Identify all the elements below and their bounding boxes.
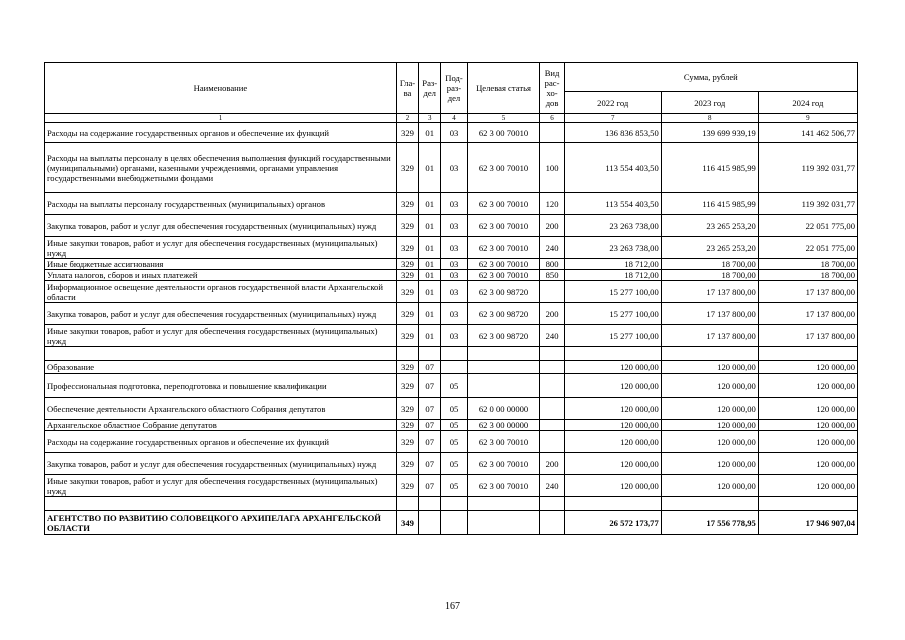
row-name-cell: Архангельское областное Собрание депутатов xyxy=(45,420,397,431)
sum-2022-cell: 120 000,00 xyxy=(564,475,661,497)
sum-2022-cell: 15 277 100,00 xyxy=(564,325,661,347)
celevaya-cell: 62 0 00 00000 xyxy=(467,398,540,420)
sum-2022-cell: 18 712,00 xyxy=(564,259,661,270)
razdel-cell: 07 xyxy=(419,475,441,497)
celevaya-cell xyxy=(467,347,540,361)
table-row xyxy=(45,270,858,281)
vid-cell: 240 xyxy=(540,475,564,497)
glava-cell: 329 xyxy=(396,475,418,497)
sum-2024-cell: 17 946 907,04 xyxy=(758,511,857,535)
sum-2024-cell: 120 000,00 xyxy=(758,361,857,374)
sum-2023-cell xyxy=(661,347,758,361)
table-row xyxy=(45,374,858,398)
sum-2022-cell: 18 712,00 xyxy=(564,270,661,281)
table-row xyxy=(45,303,858,325)
razdel-cell: 07 xyxy=(419,431,441,453)
sum-2022-cell: 120 000,00 xyxy=(564,420,661,431)
vid-cell: 240 xyxy=(540,325,564,347)
row-name-cell: Профессиональная подготовка, переподготовка и повышение квалификации xyxy=(45,374,397,398)
glava-cell: 329 xyxy=(396,361,418,374)
sum-2024-cell: 141 462 506,77 xyxy=(758,123,857,143)
razdel-cell: 01 xyxy=(419,215,441,237)
header-podrazdel: Под-раз-дел xyxy=(441,63,467,114)
sum-2024-cell: 17 137 800,00 xyxy=(758,325,857,347)
sum-2022-cell: 120 000,00 xyxy=(564,361,661,374)
row-name-cell: Расходы на содержание государственных органов и обеспечение их функций xyxy=(45,123,397,143)
podrazdel-cell xyxy=(441,361,467,374)
row-name-cell: Иные закупки товаров, работ и услуг для обеспечения государственных (муниципальных) нужд xyxy=(45,475,397,497)
row-name-cell: Обеспечение деятельности Архангельского областного Собрания депутатов xyxy=(45,398,397,420)
sum-2023-cell: 18 700,00 xyxy=(661,259,758,270)
sum-2022-cell: 120 000,00 xyxy=(564,374,661,398)
page-number: 167 xyxy=(445,601,460,612)
sum-2023-cell: 17 137 800,00 xyxy=(661,281,758,303)
razdel-cell xyxy=(419,511,441,535)
table-row xyxy=(45,281,858,303)
razdel-cell: 01 xyxy=(419,143,441,193)
row-name-cell xyxy=(45,497,397,511)
col-number: 4 xyxy=(441,114,467,123)
podrazdel-cell: 05 xyxy=(441,453,467,475)
sum-2024-cell xyxy=(758,347,857,361)
glava-cell: 329 xyxy=(396,215,418,237)
sum-2022-cell: 23 263 738,00 xyxy=(564,215,661,237)
razdel-cell xyxy=(419,347,441,361)
vid-cell: 100 xyxy=(540,143,564,193)
sum-2024-cell: 119 392 031,77 xyxy=(758,143,857,193)
vid-cell xyxy=(540,347,564,361)
podrazdel-cell: 05 xyxy=(441,398,467,420)
razdel-cell xyxy=(419,497,441,511)
glava-cell: 329 xyxy=(396,303,418,325)
col-number: 1 xyxy=(45,114,397,123)
sum-2023-cell: 120 000,00 xyxy=(661,431,758,453)
table-row xyxy=(45,511,858,535)
vid-cell xyxy=(540,497,564,511)
celevaya-cell: 62 3 00 70010 xyxy=(467,475,540,497)
row-name-cell: Закупка товаров, работ и услуг для обеспечения государственных (муниципальных) нужд xyxy=(45,215,397,237)
vid-cell: 200 xyxy=(540,453,564,475)
sum-2023-cell: 17 137 800,00 xyxy=(661,303,758,325)
table-row xyxy=(45,347,858,361)
podrazdel-cell: 03 xyxy=(441,259,467,270)
vid-cell: 200 xyxy=(540,215,564,237)
sum-2022-cell xyxy=(564,347,661,361)
podrazdel-cell: 03 xyxy=(441,270,467,281)
glava-cell xyxy=(396,347,418,361)
table-row xyxy=(45,237,858,259)
glava-cell: 329 xyxy=(396,143,418,193)
col-number: 2 xyxy=(396,114,418,123)
table-row xyxy=(45,398,858,420)
table-row xyxy=(45,193,858,215)
razdel-cell: 01 xyxy=(419,193,441,215)
sum-2023-cell: 18 700,00 xyxy=(661,270,758,281)
sum-2023-cell: 23 265 253,20 xyxy=(661,237,758,259)
sum-2022-cell xyxy=(564,497,661,511)
table-row xyxy=(45,143,858,193)
sum-2022-cell: 120 000,00 xyxy=(564,453,661,475)
table-header xyxy=(45,63,858,123)
sum-2022-cell: 26 572 173,77 xyxy=(564,511,661,535)
sum-2024-cell: 120 000,00 xyxy=(758,431,857,453)
table-row xyxy=(45,420,858,431)
glava-cell: 329 xyxy=(396,325,418,347)
sum-2023-cell: 139 699 939,19 xyxy=(661,123,758,143)
celevaya-cell xyxy=(467,374,540,398)
sum-2024-cell: 18 700,00 xyxy=(758,259,857,270)
celevaya-cell xyxy=(467,497,540,511)
budget-table xyxy=(44,62,858,535)
vid-cell xyxy=(540,420,564,431)
razdel-cell: 01 xyxy=(419,303,441,325)
header-year-2022: 2022 год xyxy=(564,92,661,114)
glava-cell: 329 xyxy=(396,123,418,143)
col-number: 3 xyxy=(419,114,441,123)
celevaya-cell: 62 3 00 70010 xyxy=(467,123,540,143)
vid-cell xyxy=(540,123,564,143)
row-name-cell: Уплата налогов, сборов и иных платежей xyxy=(45,270,397,281)
row-name-cell: Расходы на содержание государственных органов и обеспечение их функций xyxy=(45,431,397,453)
vid-cell xyxy=(540,281,564,303)
sum-2023-cell: 120 000,00 xyxy=(661,475,758,497)
sum-2023-cell: 120 000,00 xyxy=(661,453,758,475)
sum-2024-cell: 22 051 775,00 xyxy=(758,215,857,237)
header-celevaya: Целевая статья xyxy=(467,63,540,114)
razdel-cell: 07 xyxy=(419,398,441,420)
sum-2022-cell: 120 000,00 xyxy=(564,431,661,453)
vid-cell: 800 xyxy=(540,259,564,270)
glava-cell: 329 xyxy=(396,259,418,270)
row-name-cell: Расходы на выплаты персоналу в целях обеспечения выполнения функций государственными (муниципальными) органами, казенными учреждениями, органами управления государственными внебюджетными фондами xyxy=(45,143,397,193)
glava-cell: 329 xyxy=(396,374,418,398)
celevaya-cell: 62 3 00 70010 xyxy=(467,453,540,475)
vid-cell: 850 xyxy=(540,270,564,281)
col-number: 8 xyxy=(661,114,758,123)
header-year-2023: 2023 год xyxy=(661,92,758,114)
header-razdel: Раз-дел xyxy=(419,63,441,114)
celevaya-cell: 62 3 00 70010 xyxy=(467,431,540,453)
sum-2022-cell: 23 263 738,00 xyxy=(564,237,661,259)
sum-2023-cell: 120 000,00 xyxy=(661,398,758,420)
podrazdel-cell: 03 xyxy=(441,303,467,325)
sum-2023-cell: 120 000,00 xyxy=(661,374,758,398)
sum-2024-cell: 17 137 800,00 xyxy=(758,281,857,303)
col-number: 6 xyxy=(540,114,564,123)
vid-cell xyxy=(540,431,564,453)
celevaya-cell: 62 3 00 00000 xyxy=(467,420,540,431)
table-row xyxy=(45,361,858,374)
sum-2024-cell: 120 000,00 xyxy=(758,398,857,420)
sum-2022-cell: 120 000,00 xyxy=(564,398,661,420)
razdel-cell: 07 xyxy=(419,374,441,398)
sum-2023-cell: 116 415 985,99 xyxy=(661,143,758,193)
celevaya-cell xyxy=(467,511,540,535)
glava-cell: 349 xyxy=(396,511,418,535)
table-row xyxy=(45,123,858,143)
razdel-cell: 01 xyxy=(419,123,441,143)
glava-cell: 329 xyxy=(396,420,418,431)
sum-2024-cell: 18 700,00 xyxy=(758,270,857,281)
celevaya-cell: 62 3 00 70010 xyxy=(467,259,540,270)
sum-2024-cell: 119 392 031,77 xyxy=(758,193,857,215)
col-number: 7 xyxy=(564,114,661,123)
glava-cell: 329 xyxy=(396,398,418,420)
row-name-cell: Иные бюджетные ассигнования xyxy=(45,259,397,270)
glava-cell: 329 xyxy=(396,270,418,281)
glava-cell: 329 xyxy=(396,431,418,453)
sum-2022-cell: 113 554 403,50 xyxy=(564,143,661,193)
podrazdel-cell: 05 xyxy=(441,431,467,453)
vid-cell: 120 xyxy=(540,193,564,215)
sum-2024-cell xyxy=(758,497,857,511)
vid-cell: 240 xyxy=(540,237,564,259)
sum-2022-cell: 136 836 853,50 xyxy=(564,123,661,143)
row-name-cell: Иные закупки товаров, работ и услуг для обеспечения государственных (муниципальных) нужд xyxy=(45,325,397,347)
sum-2023-cell: 23 265 253,20 xyxy=(661,215,758,237)
celevaya-cell: 62 3 00 70010 xyxy=(467,237,540,259)
celevaya-cell: 62 3 00 70010 xyxy=(467,270,540,281)
header-year-2024: 2024 год xyxy=(758,92,857,114)
celevaya-cell: 62 3 00 98720 xyxy=(467,303,540,325)
table-row xyxy=(45,475,858,497)
podrazdel-cell: 03 xyxy=(441,143,467,193)
row-name-cell: Расходы на выплаты персоналу государственных (муниципальных) органов xyxy=(45,193,397,215)
celevaya-cell: 62 3 00 70010 xyxy=(467,215,540,237)
sum-2024-cell: 17 137 800,00 xyxy=(758,303,857,325)
row-name-cell: Образование xyxy=(45,361,397,374)
sum-2024-cell: 22 051 775,00 xyxy=(758,237,857,259)
glava-cell: 329 xyxy=(396,281,418,303)
header-glava: Гла-ва xyxy=(396,63,418,114)
sum-2022-cell: 15 277 100,00 xyxy=(564,303,661,325)
vid-cell xyxy=(540,361,564,374)
header-name: Наименование xyxy=(45,63,397,114)
table-row xyxy=(45,215,858,237)
celevaya-cell: 62 3 00 70010 xyxy=(467,143,540,193)
razdel-cell: 07 xyxy=(419,420,441,431)
sum-2024-cell: 120 000,00 xyxy=(758,475,857,497)
sum-2023-cell: 116 415 985,99 xyxy=(661,193,758,215)
table-row xyxy=(45,259,858,270)
podrazdel-cell: 03 xyxy=(441,281,467,303)
celevaya-cell: 62 3 00 98720 xyxy=(467,325,540,347)
table-row xyxy=(45,431,858,453)
podrazdel-cell: 03 xyxy=(441,237,467,259)
sum-2023-cell xyxy=(661,497,758,511)
table-row xyxy=(45,453,858,475)
podrazdel-cell: 03 xyxy=(441,193,467,215)
col-number: 9 xyxy=(758,114,857,123)
row-name-cell: Информационное освещение деятельности органов государственной власти Архангельской области xyxy=(45,281,397,303)
sum-2024-cell: 120 000,00 xyxy=(758,374,857,398)
glava-cell: 329 xyxy=(396,237,418,259)
celevaya-cell xyxy=(467,361,540,374)
podrazdel-cell: 05 xyxy=(441,475,467,497)
table-body xyxy=(45,123,858,535)
sum-2024-cell: 120 000,00 xyxy=(758,453,857,475)
table-row xyxy=(45,325,858,347)
razdel-cell: 01 xyxy=(419,325,441,347)
sum-2023-cell: 17 556 778,95 xyxy=(661,511,758,535)
row-name-cell: Закупка товаров, работ и услуг для обеспечения государственных (муниципальных) нужд xyxy=(45,453,397,475)
vid-cell xyxy=(540,398,564,420)
glava-cell: 329 xyxy=(396,453,418,475)
vid-cell xyxy=(540,374,564,398)
sum-2022-cell: 113 554 403,50 xyxy=(564,193,661,215)
celevaya-cell: 62 3 00 98720 xyxy=(467,281,540,303)
podrazdel-cell xyxy=(441,347,467,361)
podrazdel-cell: 03 xyxy=(441,215,467,237)
table-row xyxy=(45,497,858,511)
vid-cell xyxy=(540,511,564,535)
razdel-cell: 01 xyxy=(419,237,441,259)
razdel-cell: 01 xyxy=(419,281,441,303)
glava-cell xyxy=(396,497,418,511)
row-name-cell: Закупка товаров, работ и услуг для обеспечения государственных (муниципальных) нужд xyxy=(45,303,397,325)
glava-cell: 329 xyxy=(396,193,418,215)
column-number-row xyxy=(45,114,858,123)
vid-cell: 200 xyxy=(540,303,564,325)
podrazdel-cell: 03 xyxy=(441,123,467,143)
row-name-cell xyxy=(45,347,397,361)
razdel-cell: 01 xyxy=(419,259,441,270)
header-summa: Сумма, рублей xyxy=(564,63,857,92)
celevaya-cell: 62 3 00 70010 xyxy=(467,193,540,215)
razdel-cell: 07 xyxy=(419,453,441,475)
podrazdel-cell xyxy=(441,511,467,535)
podrazdel-cell: 05 xyxy=(441,420,467,431)
row-name-cell: Иные закупки товаров, работ и услуг для обеспечения государственных (муниципальных) нужд xyxy=(45,237,397,259)
sum-2022-cell: 15 277 100,00 xyxy=(564,281,661,303)
sum-2023-cell: 120 000,00 xyxy=(661,361,758,374)
sum-2023-cell: 17 137 800,00 xyxy=(661,325,758,347)
sum-2023-cell: 120 000,00 xyxy=(661,420,758,431)
razdel-cell: 01 xyxy=(419,270,441,281)
col-number: 5 xyxy=(467,114,540,123)
row-name-cell: АГЕНТСТВО ПО РАЗВИТИЮ СОЛОВЕЦКОГО АРХИПЕЛАГА АРХАНГЕЛЬСКОЙ ОБЛАСТИ xyxy=(45,511,397,535)
sum-2024-cell: 120 000,00 xyxy=(758,420,857,431)
podrazdel-cell: 05 xyxy=(441,374,467,398)
razdel-cell: 07 xyxy=(419,361,441,374)
podrazdel-cell: 03 xyxy=(441,325,467,347)
podrazdel-cell xyxy=(441,497,467,511)
header-vid: Вид рас-хо-дов xyxy=(540,63,564,114)
